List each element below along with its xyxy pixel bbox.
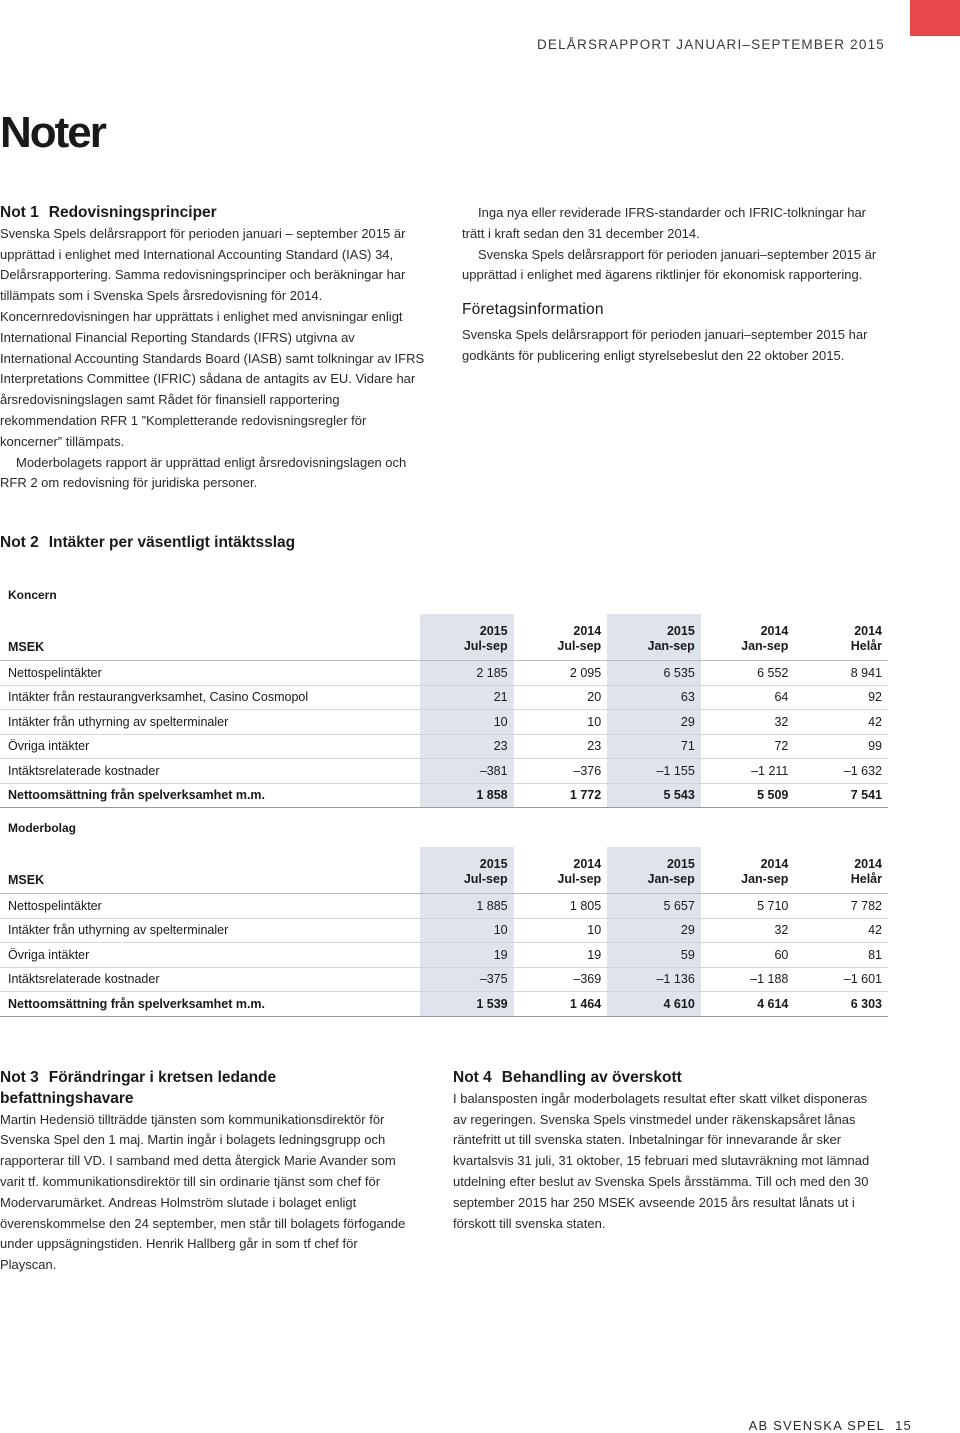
cell: –1 632: [794, 759, 888, 784]
note4-section: [453, 1068, 881, 1234]
row-label: Övriga intäkter: [0, 943, 420, 968]
total-label: Nettoomsättning från spelverksamhet m.m.: [0, 992, 420, 1017]
moderbolag-col-header: [514, 847, 608, 894]
koncern-col-header: [514, 614, 608, 661]
note3-number: Not 3: [0, 1069, 39, 1086]
note4-heading: [453, 1068, 881, 1089]
table-row: [0, 918, 888, 943]
koncern-col-header: [607, 614, 701, 661]
cell: –376: [514, 759, 608, 784]
cell: 4 610: [607, 992, 701, 1017]
note2-title: Intäkter per väsentligt intäktsslag: [48, 534, 296, 551]
row-label: Nettospelintäkter: [0, 894, 420, 919]
note1-paragraph-3: Inga nya eller reviderade IFRS-standarder och IFRIC-tolkningar har trätt i kraft sedan den 31 december 2014.: [462, 205, 867, 241]
header-period: Jul-sep: [557, 872, 602, 886]
header-period: Jul-sep: [557, 639, 602, 653]
cell: 1 464: [514, 992, 608, 1017]
koncern-table-block: [0, 588, 888, 808]
table-row: [0, 943, 888, 968]
header-period: Jan-sep: [647, 872, 695, 886]
cell: 19: [420, 943, 514, 968]
cell: –1 601: [794, 967, 888, 992]
cell: 19: [514, 943, 608, 968]
koncern-col-header: [701, 614, 795, 661]
note3-title: Förändringar i kretsen ledande befattningshavare: [0, 1069, 277, 1107]
cell: 42: [794, 710, 888, 735]
footer-company: AB SVENSKA SPEL: [748, 1418, 886, 1433]
cell: 29: [607, 710, 701, 735]
moderbolag-col-header: [607, 847, 701, 894]
cell: 71: [607, 734, 701, 759]
cell: 2 185: [420, 661, 514, 686]
moderbolag-col-header: [794, 847, 888, 894]
cell: 6 303: [794, 992, 888, 1017]
cell: 6 552: [701, 661, 795, 686]
row-label: Intäktsrelaterade kostnader: [0, 967, 420, 992]
koncern-col-header: [420, 614, 514, 661]
cell: 6 535: [607, 661, 701, 686]
cell: 81: [794, 943, 888, 968]
koncern-unit-header: MSEK: [0, 614, 420, 661]
note4-title: Behandling av överskott: [501, 1069, 682, 1086]
table-row: [0, 734, 888, 759]
cell: 10: [514, 918, 608, 943]
header-period: Jul-sep: [463, 639, 508, 653]
table-row: [0, 967, 888, 992]
cell: 7 541: [794, 783, 888, 808]
moderbolag-unit-header: MSEK: [0, 847, 420, 894]
note4-number: Not 4: [453, 1069, 492, 1086]
header-period: Jan-sep: [647, 639, 695, 653]
row-label: Intäkter från uthyrning av spelterminaler: [0, 918, 420, 943]
moderbolag-label: Moderbolag: [8, 821, 76, 835]
cell: 1 858: [420, 783, 514, 808]
cell: 63: [607, 685, 701, 710]
note3-text: Martin Hedensiö tillträdde tjänsten som kommunikationsdirektör för Svenska Spel den 1 maj. Martin ingår i bolagets ledningsgrupp och rapporterar till VD. I samband med detta återgick Marie Avander som varit tf. kommunikationsdirektör till sin ordinarie tjänst som chef för Modervarumärket. Andreas Holmström slutade i bolaget enligt överenskommelse den 24 september, men står till bolagets förfogande under uppsägningstiden. Henrik Hallberg går in som tf chef för Playscan.: [0, 1111, 406, 1273]
header-year: 2014: [854, 624, 882, 638]
cell: –381: [420, 759, 514, 784]
cell: 64: [701, 685, 795, 710]
cell: 29: [607, 918, 701, 943]
row-label: Intäktsrelaterade kostnader: [0, 759, 420, 784]
table-total-row: [0, 992, 888, 1017]
koncern-label: Koncern: [8, 588, 57, 602]
cell: 59: [607, 943, 701, 968]
total-label: Nettoomsättning från spelverksamhet m.m.: [0, 783, 420, 808]
cell: 10: [514, 710, 608, 735]
cell: 32: [701, 710, 795, 735]
note1-number: Not 1: [0, 204, 39, 221]
company-info-heading: Företagsinformation: [462, 301, 604, 319]
page-footer: [749, 1418, 912, 1433]
cell: 5 509: [701, 783, 795, 808]
cell: –1 211: [701, 759, 795, 784]
table-row: [0, 759, 888, 784]
koncern-table: [0, 614, 888, 808]
header-year: 2014: [760, 857, 789, 871]
cell: –369: [514, 967, 608, 992]
moderbolag-col-header: [701, 847, 795, 894]
cell: 60: [701, 943, 795, 968]
cell: 8 941: [794, 661, 888, 686]
note4-text: I balansposten ingår moderbolagets resultat efter skatt vilket disponeras av regeringen. Svenska Spels vinstmedel under räkenskapsåret lånas räntefritt ut till svenska staten. Inbetalningar för innevarande år sker kvartalsvis 31 juli, 31 oktober, 15 februari med slutavräkning mot lämnad utdelning efter beslut av Svenska Spels årsstämma. Till och med den 30 september 2015 har 250 MSEK avseende 2015 års resultat lånats ut i förskott till svenska staten.: [453, 1090, 870, 1231]
header-year: 2015: [479, 857, 508, 871]
cell: –1 136: [607, 967, 701, 992]
cell: –375: [420, 967, 514, 992]
table-total-row: [0, 783, 888, 808]
header-year: 2014: [573, 624, 602, 638]
header-year: 2015: [666, 624, 695, 638]
header-year: 2014: [854, 857, 882, 871]
row-label: Nettospelintäkter: [0, 661, 420, 686]
cell: 10: [420, 918, 514, 943]
note3-section: [0, 1068, 412, 1276]
cell: 72: [701, 734, 795, 759]
cell: 32: [701, 918, 795, 943]
moderbolag-col-header: [420, 847, 514, 894]
running-header: DELÅRSRAPPORT JANUARI–SEPTEMBER 2015: [536, 37, 885, 52]
cell: 5 543: [607, 783, 701, 808]
cell: 5 710: [701, 894, 795, 919]
table-row: [0, 710, 888, 735]
cell: 21: [420, 685, 514, 710]
page-number: 15: [895, 1418, 912, 1433]
table-row: [0, 894, 888, 919]
cell: 23: [420, 734, 514, 759]
header-period: Jan-sep: [741, 639, 789, 653]
cell: –1 155: [607, 759, 701, 784]
header-period: Jul-sep: [463, 872, 508, 886]
note1-section: [0, 203, 428, 494]
table-row: [0, 685, 888, 710]
company-info-text: Svenska Spels delårsrapport för perioden januari–september 2015 har godkänts för publicering enligt styrelsebeslut den 22 oktober 2015.: [462, 326, 868, 363]
cell: 1 805: [514, 894, 608, 919]
note1-paragraph-4: Svenska Spels delårsrapport för perioden januari–september 2015 är upprättad i enlighet med ägarens riktlinjer för ekonomisk rapportering.: [462, 246, 877, 283]
header-year: 2014: [573, 857, 602, 871]
cell: 2 095: [514, 661, 608, 686]
note2-heading: [0, 534, 295, 552]
note1-title: Redovisningsprinciper: [48, 204, 217, 221]
note1-paragraph-1: Svenska Spels delårsrapport för perioden januari – september 2015 är upprättad i enlighet med International Accounting Standard (IAS) 34, Delårsrapportering. Samma redovisningsprinciper och beräkningar har tillämpats som i Svenska Spels årsredovisning för 2014. Koncernredovisningen har upprättats i enlighet med anvisningar enligt International Financial Reporting Standards (IFRS) utgivna av International Accounting Standards Board (IASB) samt tolkningar av IFRS Interpretations Committee (IFRIC) sådana de antagits av EU. Vidare har årsredovisningslagen samt Rådet för finansiell rapportering rekommendation RFR 1 ”Kompletterande redovisningsregler för koncerner” tillämpats.: [0, 225, 425, 449]
moderbolag-table: [0, 847, 888, 1017]
cell: 5 657: [607, 894, 701, 919]
cell: 7 782: [794, 894, 888, 919]
header-period: Jan-sep: [741, 872, 789, 886]
koncern-col-header: [794, 614, 888, 661]
row-label: Intäkter från restaurangverksamhet, Casino Cosmopol: [0, 685, 420, 710]
red-corner-tab: [910, 0, 960, 36]
cell: 1 885: [420, 894, 514, 919]
header-period: Helår: [850, 639, 882, 653]
cell: 10: [420, 710, 514, 735]
cell: –1 188: [701, 967, 795, 992]
moderbolag-table-block: [0, 821, 888, 1017]
cell: 42: [794, 918, 888, 943]
cell: 92: [794, 685, 888, 710]
row-label: Övriga intäkter: [0, 734, 420, 759]
koncern-header-row: [0, 614, 888, 661]
note1-continued: [462, 203, 892, 367]
page-title: Noter: [0, 108, 105, 157]
cell: 20: [514, 685, 608, 710]
note1-paragraph-2: Moderbolagets rapport är upprättad enligt årsredovisningslagen och RFR 2 om redovisning för juridiska personer.: [0, 454, 407, 491]
header-year: 2014: [760, 624, 789, 638]
cell: 4 614: [701, 992, 795, 1017]
table-row: [0, 661, 888, 686]
header-year: 2015: [666, 857, 695, 871]
cell: 1 772: [514, 783, 608, 808]
cell: 23: [514, 734, 608, 759]
row-label: Intäkter från uthyrning av spelterminaler: [0, 710, 420, 735]
note3-heading: [0, 1068, 412, 1110]
cell: 1 539: [420, 992, 514, 1017]
note1-heading: [0, 203, 428, 224]
moderbolag-header-row: [0, 847, 888, 894]
header-year: 2015: [479, 624, 508, 638]
header-period: Helår: [850, 872, 882, 886]
note2-number: Not 2: [0, 534, 39, 551]
cell: 99: [794, 734, 888, 759]
